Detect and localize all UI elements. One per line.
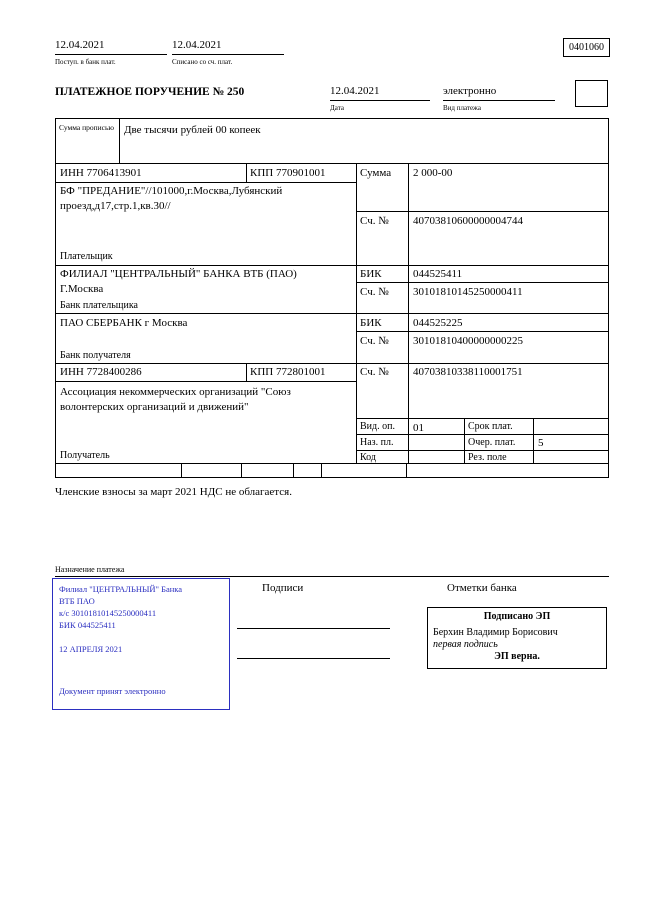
payer-bank-bik-label: БИК xyxy=(360,268,382,280)
reserve-field-label: Рез. поле xyxy=(468,452,507,463)
document-date-field: 12.04.2021 xyxy=(330,84,430,101)
payee-section-label: Получатель xyxy=(60,450,110,461)
payee-inn: ИНН 7728400286 xyxy=(60,366,142,378)
signature-line xyxy=(237,628,390,629)
payer-bank-bik: 044525411 xyxy=(413,268,463,280)
grid-line-v xyxy=(406,463,407,477)
payer-bank-account-label: Сч. № xyxy=(360,286,389,298)
signatures-label: Подписи xyxy=(262,582,304,594)
amount-in-words-block xyxy=(55,118,609,164)
grid-line-v xyxy=(321,463,322,477)
priority-value: 5 xyxy=(538,437,544,449)
amount-in-words-label: Сумма прописью xyxy=(59,123,115,132)
op-type-label: Вид. оп. xyxy=(360,421,395,432)
grid-line-h xyxy=(56,463,608,464)
payee-bank-section-label: Банк получателя xyxy=(60,350,131,361)
stamp-line: Филиал "ЦЕНТРАЛЬНЫЙ" Банка xyxy=(59,584,183,594)
e-signature-title: Подписано ЭП xyxy=(483,611,551,622)
document-date-label: Дата xyxy=(330,104,344,112)
payer-bank-account: 30101810145250000411 xyxy=(413,286,523,298)
grid-line-h xyxy=(356,450,608,451)
amount-in-words-value: Две тысячи рублей 00 копеек xyxy=(124,124,261,136)
grid-line-h xyxy=(56,381,356,382)
op-type-value: 01 xyxy=(413,422,424,434)
grid-line-v xyxy=(408,164,409,463)
payer-bank-name: ФИЛИАЛ "ЦЕНТРАЛЬНЫЙ" БАНКА ВТБ (ПАО) Г.Москва xyxy=(60,268,297,295)
payment-kind-field: электронно xyxy=(443,84,555,101)
date-written-off-field: 12.04.2021 xyxy=(172,38,284,55)
grid-line-h xyxy=(56,363,608,364)
purpose-code-label: Наз. пл. xyxy=(360,437,394,448)
grid-line-v xyxy=(293,463,294,477)
payee-bank-account-label: Сч. № xyxy=(360,335,389,347)
stamp-line: БИК 044525411 xyxy=(59,620,116,630)
form-code-box: 0401060 xyxy=(563,38,610,57)
signer-name: Берхин Владимир Борисович xyxy=(433,627,558,638)
purpose-text: Членские взносы за март 2021 НДС не облагается. xyxy=(55,486,292,498)
purpose-label: Назначение платежа xyxy=(55,565,125,574)
amount-label: Сумма xyxy=(360,167,392,179)
stamp-line: 12 АПРЕЛЯ 2021 xyxy=(59,644,123,654)
document-title: ПЛАТЕЖНОЕ ПОРУЧЕНИЕ № 250 xyxy=(55,86,245,98)
grid-line-h xyxy=(356,331,608,332)
grid-line-v xyxy=(356,164,357,463)
grid-line-v xyxy=(533,418,534,463)
payer-section-label: Плательщик xyxy=(60,251,113,262)
grid-line-v xyxy=(464,418,465,463)
payee-name: Ассоциация некоммерческих организаций "Союз волонтерских организаций и движений" xyxy=(60,386,291,413)
payee-account: 40703810338110001751 xyxy=(413,366,523,378)
grid-line-h xyxy=(356,434,608,435)
signature-line xyxy=(237,658,390,659)
stamp-line: Документ принят электронно xyxy=(59,686,166,696)
payer-bank-section-label: Банк плательщика xyxy=(60,300,138,311)
stamp-line: ВТБ ПАО xyxy=(59,596,95,606)
date-received-label: Поступ. в банк плат. xyxy=(55,58,116,66)
payer-kpp: КПП 770901001 xyxy=(250,167,326,179)
signature-verified-text: ЭП верна. xyxy=(494,651,540,662)
grid-line-h xyxy=(56,313,608,314)
grid-line-h xyxy=(356,211,608,212)
code-label: Код xyxy=(360,452,376,463)
payee-kpp: КПП 772801001 xyxy=(250,366,326,378)
grid-line-v xyxy=(181,463,182,477)
amount-value: 2 000-00 xyxy=(413,167,453,179)
stamp-line: к/с 30101810145250000411 xyxy=(59,608,157,618)
payee-bank-account: 30101810400000000225 xyxy=(413,335,523,347)
status-box xyxy=(575,80,608,107)
payee-bank-bik-label: БИК xyxy=(360,317,382,329)
payer-account-label: Сч. № xyxy=(360,215,389,227)
date-written-off-label: Списано со сч. плат. xyxy=(172,58,233,66)
payee-bank-name: ПАО СБЕРБАНК г Москва xyxy=(60,317,188,329)
signature-kind: первая подпись xyxy=(433,639,498,650)
bank-marks-label: Отметки банка xyxy=(447,582,517,594)
grid-line-h xyxy=(356,282,608,283)
payer-inn: ИНН 7706413901 xyxy=(60,167,142,179)
priority-label: Очер. плат. xyxy=(468,437,516,448)
grid-line-v xyxy=(246,363,247,381)
due-date-label: Срок плат. xyxy=(468,421,513,432)
grid-line-h xyxy=(56,182,356,183)
date-received-field: 12.04.2021 xyxy=(55,38,167,55)
payee-bank-bik: 044525225 xyxy=(413,317,463,329)
payer-name: БФ "ПРЕДАНИЕ"//101000,г.Москва,Лубянский проезд,д17,стр.1,кв.30// xyxy=(60,185,283,212)
e-signature-box xyxy=(427,607,607,669)
grid-line-h xyxy=(356,418,608,419)
grid-line-h xyxy=(56,265,608,266)
payer-account: 40703810600000004744 xyxy=(413,215,523,227)
payee-account-label: Сч. № xyxy=(360,366,389,378)
grid-line-v xyxy=(246,164,247,182)
grid-line-v xyxy=(119,119,120,163)
grid-line-v xyxy=(241,463,242,477)
payment-kind-label: Вид платежа xyxy=(443,104,482,112)
bank-stamp xyxy=(52,578,230,710)
main-table xyxy=(55,163,609,478)
purpose-underline xyxy=(55,576,609,577)
